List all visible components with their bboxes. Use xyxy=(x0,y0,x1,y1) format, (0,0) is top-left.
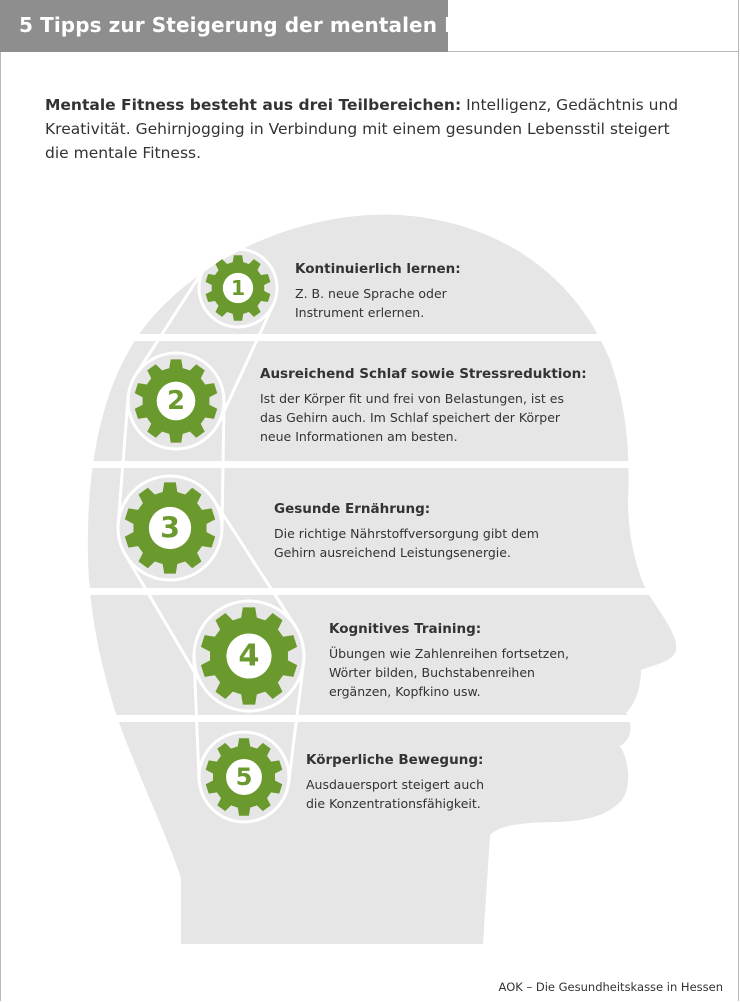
tip-5-text xyxy=(306,775,484,813)
tip-1-title: Kontinuierlich lernen: xyxy=(295,261,461,277)
tip-2-title: Ausreichend Schlaf sowie Stressreduktion: xyxy=(260,366,587,382)
gear-number-2: 2 xyxy=(166,386,186,416)
tip-3-line-2: Gehirn ausreichend Leistungsenergie. xyxy=(274,545,511,560)
tip-3-text xyxy=(274,524,539,562)
intro-line-3: die mentale Fitness. xyxy=(45,144,202,162)
tip-1-line-2: Instrument erlernen. xyxy=(295,305,425,320)
gear-number-5: 5 xyxy=(235,763,253,791)
tip-2-text xyxy=(260,389,587,446)
gear-number-3: 3 xyxy=(160,511,180,545)
tip-5-title: Körperliche Bewegung: xyxy=(306,752,484,768)
tip-5-line-1: Ausdauersport steigert auch xyxy=(306,777,485,792)
tip-3 xyxy=(274,500,539,562)
tip-2-line-1: Ist der Körper fit und frei von Belastungen, ist es xyxy=(260,391,564,406)
tip-5-line-2: die Konzentrationsfähigkeit. xyxy=(306,796,481,811)
footer-credit: AOK – Die Gesundheitskasse in Hessen xyxy=(498,980,723,994)
page-title: 5 Tipps zur Steigerung der mentalen Fitness xyxy=(19,13,527,37)
tip-2-line-2: das Gehirn auch. Im Schlaf speichert der Körper xyxy=(260,410,561,425)
tip-4-title: Kognitives Training: xyxy=(329,621,482,637)
tip-1 xyxy=(295,260,461,322)
intro-line-1: Intelligenz, Gedächtnis und xyxy=(461,96,679,114)
tip-3-line-1: Die richtige Nährstoffversorgung gibt dem xyxy=(274,526,539,541)
belt-segment-2-2 xyxy=(222,402,224,529)
tip-4-text xyxy=(329,644,569,701)
gear-number-4: 4 xyxy=(238,638,260,674)
tip-4 xyxy=(329,620,569,701)
tip-3-title: Gesunde Ernährung: xyxy=(274,501,431,517)
intro-line-2: Kreativität. Gehirnjogging in Verbindung mit einem gesunden Lebensstil steigert xyxy=(45,120,670,138)
tip-1-text xyxy=(295,284,461,322)
tip-4-line-1: Übungen wie Zahlenreihen fortsetzen, xyxy=(329,646,569,661)
tip-5 xyxy=(306,751,484,813)
tip-4-line-3: ergänzen, Kopfkino usw. xyxy=(329,684,481,699)
tip-2-line-3: neue Informationen am besten. xyxy=(260,429,458,444)
tip-2 xyxy=(260,365,587,446)
tip-1-line-1: Z. B. neue Sprache oder xyxy=(295,286,447,301)
tip-4-line-2: Wörter bilden, Buchstabenreihen xyxy=(329,665,535,680)
gear-number-1: 1 xyxy=(230,276,246,300)
intro-lead: Mentale Fitness besteht aus drei Teilbereichen: xyxy=(45,96,462,114)
